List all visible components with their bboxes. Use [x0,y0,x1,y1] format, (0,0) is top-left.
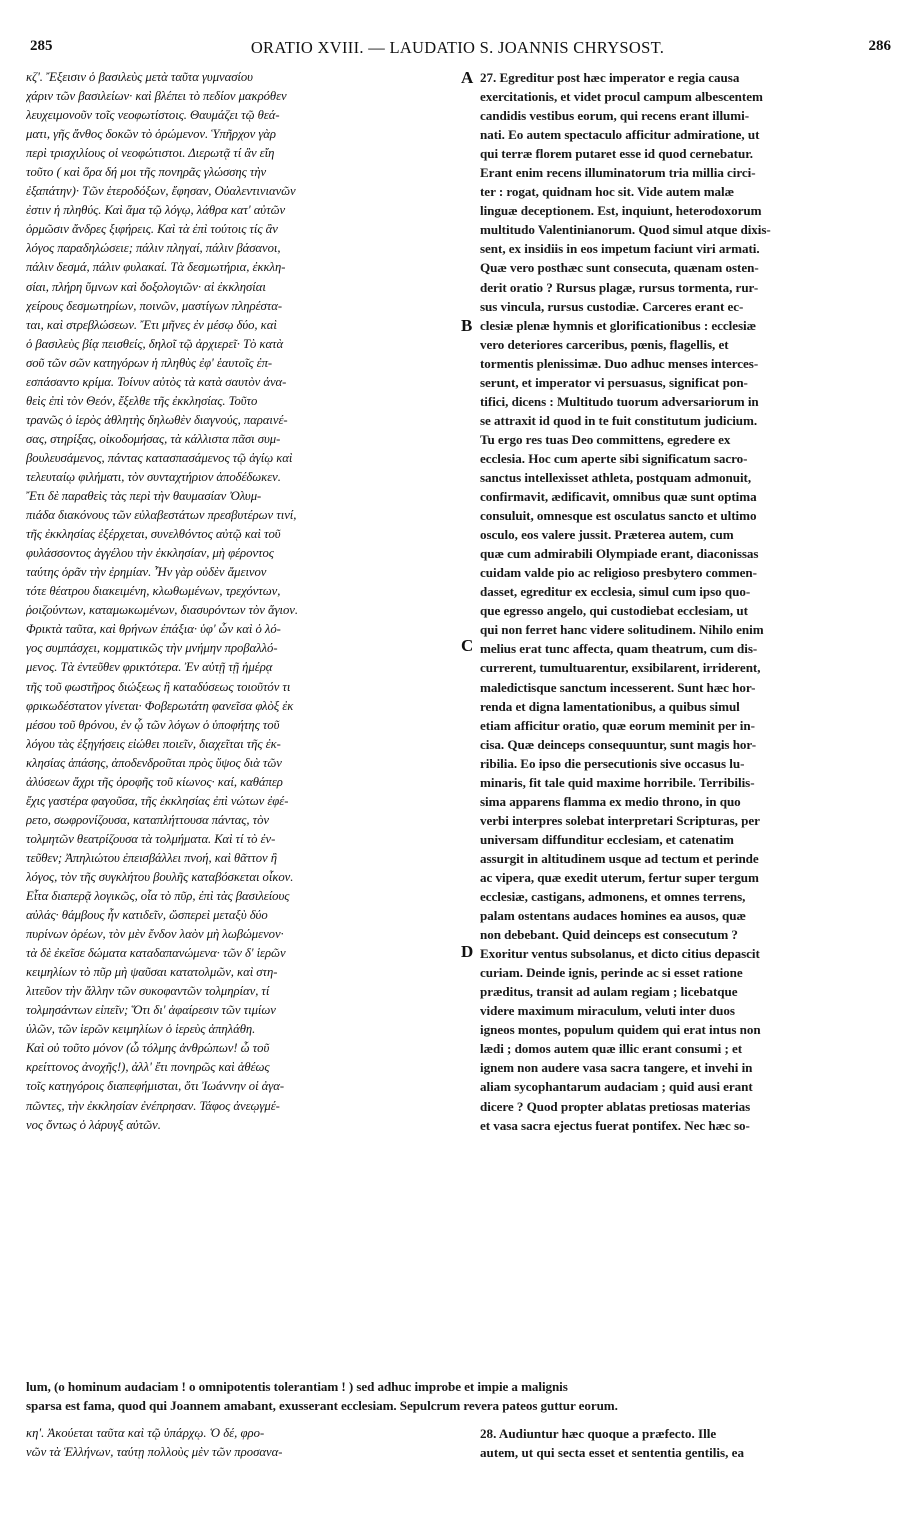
latin-text-line: linguæ deceptionem. Est, inquiunt, heterodoxorum [480,203,762,219]
greek-text-line: ἀλύσεων ἄχρι τῆς ὀροφῆς τοῦ κίωνος· καί, καθάπερ [26,774,283,789]
latin-text-line: Tu ergo res tuas Deo committens, egredere ex [480,431,731,447]
greek-tail-line: νῶν τὰ Ἑλλήνων, ταύτῃ πολλοὺς μὲν τῶν προσανα- [26,1445,283,1460]
greek-text-line: κειμηλίων τὸ πῦρ μὴ ψαῦσαι κατατολμῶν, καὶ στη- [26,965,278,980]
latin-text-line: Exoritur ventus subsolanus, et dicto citius depascit [480,946,760,962]
greek-text-line: λόγος παραδηλώσειε; πάλιν πληγαί, πάλιν βάσανοι, [26,241,281,256]
latin-text-line: serunt, et imperator vi persuasus, significat pon- [480,374,748,390]
greek-text-line: ἐστιν ἡ πληθύς. Καὶ ἅμα τῷ λόγῳ, λάθρα κατ' αὐτῶν [26,203,286,218]
latin-text-line: minaris, fit tale quid maxime horribile. Terribilis- [480,774,755,790]
page-title: ORATIO XVIII. — LAUDATIO S. JOANNIS CHRYSOST. [250,38,665,57]
latin-text-line: consuluit, omnesque est osculatus sancto et ultimo [480,508,757,524]
greek-text-line: χάριν τῶν βασιλείων· καὶ βλέπει τὸ πεδίον μακρόθεν [26,89,287,104]
latin-text-line: videre maximum miraculum, veluti inter duos [480,1003,735,1019]
latin-text-line: tifici, dicens : Multitudo tuorum adversariorum in [480,393,759,409]
margin-mark-d: D [461,942,474,961]
greek-column [26,68,454,1135]
running-header [22,38,893,60]
greek-text-line: ταύτης ὁρᾶν τὴν ἐρημίαν. Ἦν γὰρ οὐδὲν ἄμεινον [26,565,267,580]
full-width-continuation [26,1377,898,1415]
greek-text-line: φρικωδέστατον γίνεται· Φοβερωτάτη φανεῖσα φλὸξ ἐκ [26,698,294,713]
latin-text-line: 27. Egreditur post hæc imperator e regia causa [480,70,740,85]
latin-text-line: sima apparens flamma ex medio throno, in quo [480,793,741,809]
greek-text-line: τολμητῶν θεατρίζουσα τὰ τολμήματα. Καὶ τί τὸ ἐν- [26,831,276,846]
greek-text-line: λόγος, τὸν τῆς συγκλήτου βουλῆς καταβόσκεται οἶκον. [26,869,294,884]
latin-text-line: non debebant. Quid deinceps est consecutum ? [480,927,738,943]
latin-text-line: aliam sycophantarum audaciam ; quid ausi erant [480,1079,753,1095]
latin-text-line: exercitationis, et videt procul campum albescentem [480,89,763,105]
greek-text-line: κρείττονος ἀνοχῆς!), ἀλλ' ἔτι πονηρῶς καὶ ἀθέως [26,1060,270,1075]
greek-text-line: χείρους δεσμωτηρίων, ποινῶν, μαστίγων πληρέστα- [26,298,283,313]
latin-text-line: dasset, egreditur ex ecclesia, simul cum ipso quo- [480,584,751,600]
latin-text-line: se attraxit id quod in te fuit constitutum judicium. [480,412,758,428]
greek-text-line: ὁρμῶσιν ἄνδρες ξιφήρεις. Καὶ τὰ ἐπὶ τούτοις τίς ἂν [26,222,278,237]
greek-text-line: κλησίας ἁπάσης, ἀποδενδροῦται πρὸς ὕψος διὰ τῶν [26,755,282,770]
greek-text-line: σας, στηρίξας, οἰκοδομήσας, τὰ κάλλιστα πᾶσι συμ- [26,431,281,446]
margin-mark-b: B [461,316,473,335]
greek-text-line: τῆς τοῦ φωστῆρος διώξεως ἢ καταδύσεως τοιοῦτόν τι [26,679,291,694]
latin-text-line: clesiæ plenæ hymnis et glorificationibus : ecclesiæ [480,317,757,333]
margin-mark-c: C [461,636,474,655]
greek-text-line: εσπάσαντο κρίμα. Τοίνυν αὐτὸς τὰ κατὰ σαυτὸν ἀνα- [26,374,287,389]
greek-text-line: τῆς ἐκκλησίας ἐξέρχεται, συνελθόντος αὐτῷ καὶ τοῦ [26,527,281,542]
greek-text-line: πιάδα διακόνους τῶν εὐλαβεστάτων πρεσβυτέρων τινί, [26,508,297,523]
latin-text-line: tormentis plenissimæ. Duo adhuc menses interces- [480,355,759,371]
latin-text-line: ribilia. Eo ipso die persecutionis sive occasus lu- [480,755,745,771]
greek-text-line: τολμησάντων εἰπεῖν; Ὅτι δι' ἀφαίρεσιν τῶν τιμίων [26,1003,276,1018]
greek-text-line: λόγου τὰς ἐξηγήσεις εἰώθει ποιεῖν, διαχεῖται τῆς ἐκ- [26,736,281,751]
latin-text-line: renda et digna lamentationibus, a quibus simul [480,698,740,714]
latin-section-28 [480,1424,898,1462]
latin-text-line: et vasa sacra ejectus fuerat pontifex. Nec hæc so- [480,1117,750,1133]
greek-text-line: περὶ τρισχιλίους οἱ νεοφώτιστοι. Διερωτᾷ τί ἂν εἴη [26,146,275,161]
greek-text-line: ται, καὶ στρεβλώσεων. Ἔτι μῆνες ἐν μέσῳ δύο, καὶ [26,317,277,332]
latin-text-line: verbi interpres solebat interpretari Scripturas, per [480,812,760,828]
latin-text-line: Quæ vero posthæc sunt consecuta, quænam osten- [480,260,759,276]
latin-text-line: currerent, tumultuarentur, exsibilarent, irriderent, [480,660,761,676]
latin-text-line: sus vincula, rursus custodiæ. Carceres erant ec- [480,298,744,314]
latin-text-line: derit oratio ? Rursus plagæ, rursus tormenta, rur- [480,279,759,295]
greek-text-line: τεῦθεν; Ἀπηλιώτου ἐπεισβάλλει πνοή, καὶ θᾶττον ἢ [26,850,278,865]
greek-text-line: σίαι, πλήρη ὕμνων καὶ δοξολογιῶν· αἱ ἐκκλησίαι [26,279,266,294]
page-number-right: 286 [868,38,891,54]
greek-text-line: θεὶς ἐπὶ τὸν Θεόν, ἔξελθε τῆς ἐκκλησίας. Τοῦτο [26,393,258,408]
latin-text-line: præditus, transit ad aulam regiam ; licebatque [480,984,738,1000]
greek-text-line: τρανῶς ὁ ἱερὸς ἀθλητὴς δηλωθὲν διαγνούς, παραινέ- [26,412,288,427]
greek-text-line: πῶντες, τὴν ἐκκλησίαν ἐνέπρησαν. Τάφος ἀνεῳγμέ- [26,1098,280,1113]
latin-tail-line: 28. Audiuntur hæc quoque a præfecto. Ille [480,1426,717,1441]
greek-text-line: ἐξαπάτην)· Τῶν ἑτεροδόξων, ἔφησαν, Οὐαλεντινιανῶν [26,184,296,199]
greek-text-line: τελευταίῳ φιλήματι, τὸν συνταχτήριον ἀποδέδωκεν. [26,469,281,484]
latin-text-line: palam ostentans audaces homines ea ausos, quæ [480,908,746,924]
latin-text-line: melius erat tunc affecta, quam theatrum, cum dis- [480,641,758,657]
greek-text-line: Εἶτα διαπερᾷ λογικῶς, οἷα τὸ πῦρ, ἐπὶ τὰς βασιλείους [26,889,290,904]
greek-tail-line: κη'. Ἀκούεται ταῦτα καὶ τῷ ὑπάρχῳ. Ὁ δέ, φρο- [26,1426,265,1440]
page-number-left: 285 [30,38,53,54]
latin-text-line: universam diffunditur ecclesiam, et catenatim [480,831,734,847]
latin-text-line: vero deteriores carceribus, pœnis, flagellis, et [480,336,729,352]
latin-text-line: ter : rogat, quidnam hoc sit. Vide autem malæ [480,184,735,200]
latin-text-line: cisa. Quæ deinceps consequuntur, sunt magis hor- [480,736,757,752]
latin-text-line: que egresso angelo, qui custodiebat ecclesiam, ut [480,603,748,619]
latin-text-line: ac vipera, quæ exedit uterum, fertur super tergum [480,869,759,885]
greek-text-line: αὐλάς· θάμβους ἦν κατιδεῖν, ὥσπερεὶ μεταξὺ δύο [26,908,268,923]
greek-text-line: τοῦτο ( καὶ ὅρα δή μοι τῆς πονηρᾶς γλώσσης τὴν [26,165,267,180]
greek-text-line: Φρικτὰ ταῦτα, καὶ θρήνων ἐπάξια· ὑφ' ὧν καὶ ὁ λό- [26,622,281,637]
latin-text-line: confirmavit, ædificavit, omnibus quæ sunt optima [480,489,757,505]
greek-text-line: κζ'. Ἔξεισιν ὁ βασιλεὺς μετὰ ταῦτα γυμνασίου [26,70,253,84]
greek-text-line: σοῦ τῶν σῶν κατηγόρων ἡ πληθὺς ἐφ' ἑαυτοῖς ἐπ- [26,355,273,370]
greek-text-line: μενος. Τὰ ἐντεῦθεν φρικτότερα. Ἐν αὐτῇ τῇ ἡμέρᾳ [26,660,273,675]
greek-text-line: ῥοιζούντων, καταμωκωμένων, διασυρόντων τὸν ἅγιον. [26,603,298,618]
latin-text-line: maledictisque sanctum incesserent. Sunt hæc hor- [480,679,756,695]
greek-text-line: λιτεῦον τὴν ἄλλην τῶν συκοφαντῶν τολμηρίαν, τί [26,984,270,999]
greek-text-line: νος ὄντως ὁ λάρυγξ αὐτῶν. [26,1117,161,1132]
latin-text-line: etiam afficitur oratio, quæ eorum meminit per in- [480,717,755,733]
greek-text-line: πυρίνων ὀρέων, τὸν μὲν ἔνδον λαὸν μὴ λωβώμενον· [26,927,284,942]
greek-text-line: μέσου τοῦ θρόνου, ἐν ᾧ τῶν λόγων ὁ ὑποφήτης τοῦ [26,717,280,732]
latin-column [480,68,898,1135]
latin-text-line: dicere ? Quod propter ablatas pretiosas materias [480,1098,751,1114]
latin-text-line: ignem non audere vasa sacra tangere, et invehi in [480,1060,753,1076]
latin-text-line: igneos montes, populum quidem qui erat intus non [480,1022,761,1038]
latin-text-line: ecclesiæ, castigans, admonens, et omnes terrens, [480,889,746,905]
greek-section-28 [26,1424,454,1462]
latin-text-line: lædi ; domos autem quæ illic erant consumi ; et [480,1041,743,1057]
greek-text-line: πάλιν δεσμά, πάλιν φυλακαί. Τὰ δεσμωτήρια, ἐκκλη- [26,260,286,275]
latin-full-line: lum, (o hominum audaciam ! o omnipotentis tolerantiam ! ) sed adhuc improbe et impie a malignis [26,1379,568,1394]
latin-text-line: sent, ex insidiis in eos impetum faciunt viri armati. [480,241,760,257]
latin-text-line: sanctus intellexisset athleta, postquam admonuit, [480,469,752,485]
greek-text-line: τότε θέατρου διακειμένη, κλωθωμένων, τρεχόντων, [26,584,281,599]
greek-text-line: ὁ βασιλεὺς βίᾳ πεισθείς, δηλοῖ τῷ ἀρχιερεῖ· Τὸ κατὰ [26,336,284,351]
latin-text-line: ecclesia. Hoc cum aperte sibi significatum sacro- [480,450,748,466]
margin-mark-a: A [461,68,474,87]
greek-text-line: ρετο, σωφρονίζουσα, καταπλήττουσα πάντας, τὸν [26,812,270,827]
latin-text-line: cuidam valde pio ac religioso presbytero commen- [480,565,757,581]
greek-text-line: τὰ δὲ ἐκεῖσε δώματα καταδαπανώμενα· τῶν δ' ἱερῶν [26,946,286,961]
latin-text-line: assurgit in altitudinem usque ad tectum et perinde [480,850,759,866]
latin-text-line: qui terræ florem putaret esse id quod cernebatur. [480,146,753,162]
latin-text-line: quæ cum admirabili Olympiade erant, diaconissas [480,546,759,562]
latin-text-line: candidis vestibus eorum, qui recens erant illumi- [480,108,750,124]
greek-text-line: Ἔτι δὲ παραθεὶς τὰς περὶ τὴν θαυμασίαν Ὀλυμ- [26,489,262,504]
latin-tail-line: autem, ut qui secta esset et sententia gentilis, ea [480,1445,745,1461]
greek-text-line: ἔχις γαστέρα φαγοῦσα, τῆς ἐκκλησίας ἐπὶ νώτων ἐφέ- [26,793,289,808]
latin-text-line: qui non ferret hanc videre solitudinem. Nihilo enim [480,622,764,638]
latin-text-line: multitudo Valentinianorum. Quod simul atque dixis- [480,222,771,238]
latin-full-line: sparsa est fama, quod qui Joannem amabant, exusserant ecclesiam. Sepulcrum revera pateos guttur eorum. [26,1398,618,1414]
greek-text-line: βουλευσάμενος, πάντας κατασπασάμενος τῷ ἁγίῳ καὶ [26,450,293,465]
latin-text-line: curiam. Deinde ignis, perinde ac si esset ratione [480,965,743,981]
greek-text-line: τοῖς κατηγόροις διαπεφήμισται, ὅτι Ἰωάννην οἱ ἀγα- [26,1079,285,1094]
greek-text-line: γος συμπάσχει, κομματικῶς τὴν μνήμην προβαλλό- [26,641,278,656]
latin-text-line: osculo, eos valere jussit. Præterea autem, cum [480,527,734,543]
greek-text-line: φυλάσσοντος ἀγγέλου τὴν ἐκκλησίαν, μὴ φέροντος [26,546,274,561]
greek-text-line: ματι, γῆς ἄνθος δοκῶν τὸ ὁρώμενον. Ὑπῆρχον γὰρ [26,127,276,142]
greek-text-line: Καὶ οὐ τοῦτο μόνον (ὦ τόλμης ἀνθρώπων! ὦ τοῦ [26,1041,270,1056]
greek-text-line: λευχειμονοῦν τοῖς νεοφωτίστοις. Θαυμάζει τῷ θεά- [26,108,280,123]
latin-text-line: nati. Eo autem spectaculo afficitur admiratione, ut [480,127,760,143]
latin-text-line: Erant enim recens illuminatorum tria millia circi- [480,165,756,181]
greek-text-line: ὑλῶν, τῶν ἱερῶν κειμηλίων ὁ ἱερεὺς ἀπηλάθη. [26,1022,256,1037]
